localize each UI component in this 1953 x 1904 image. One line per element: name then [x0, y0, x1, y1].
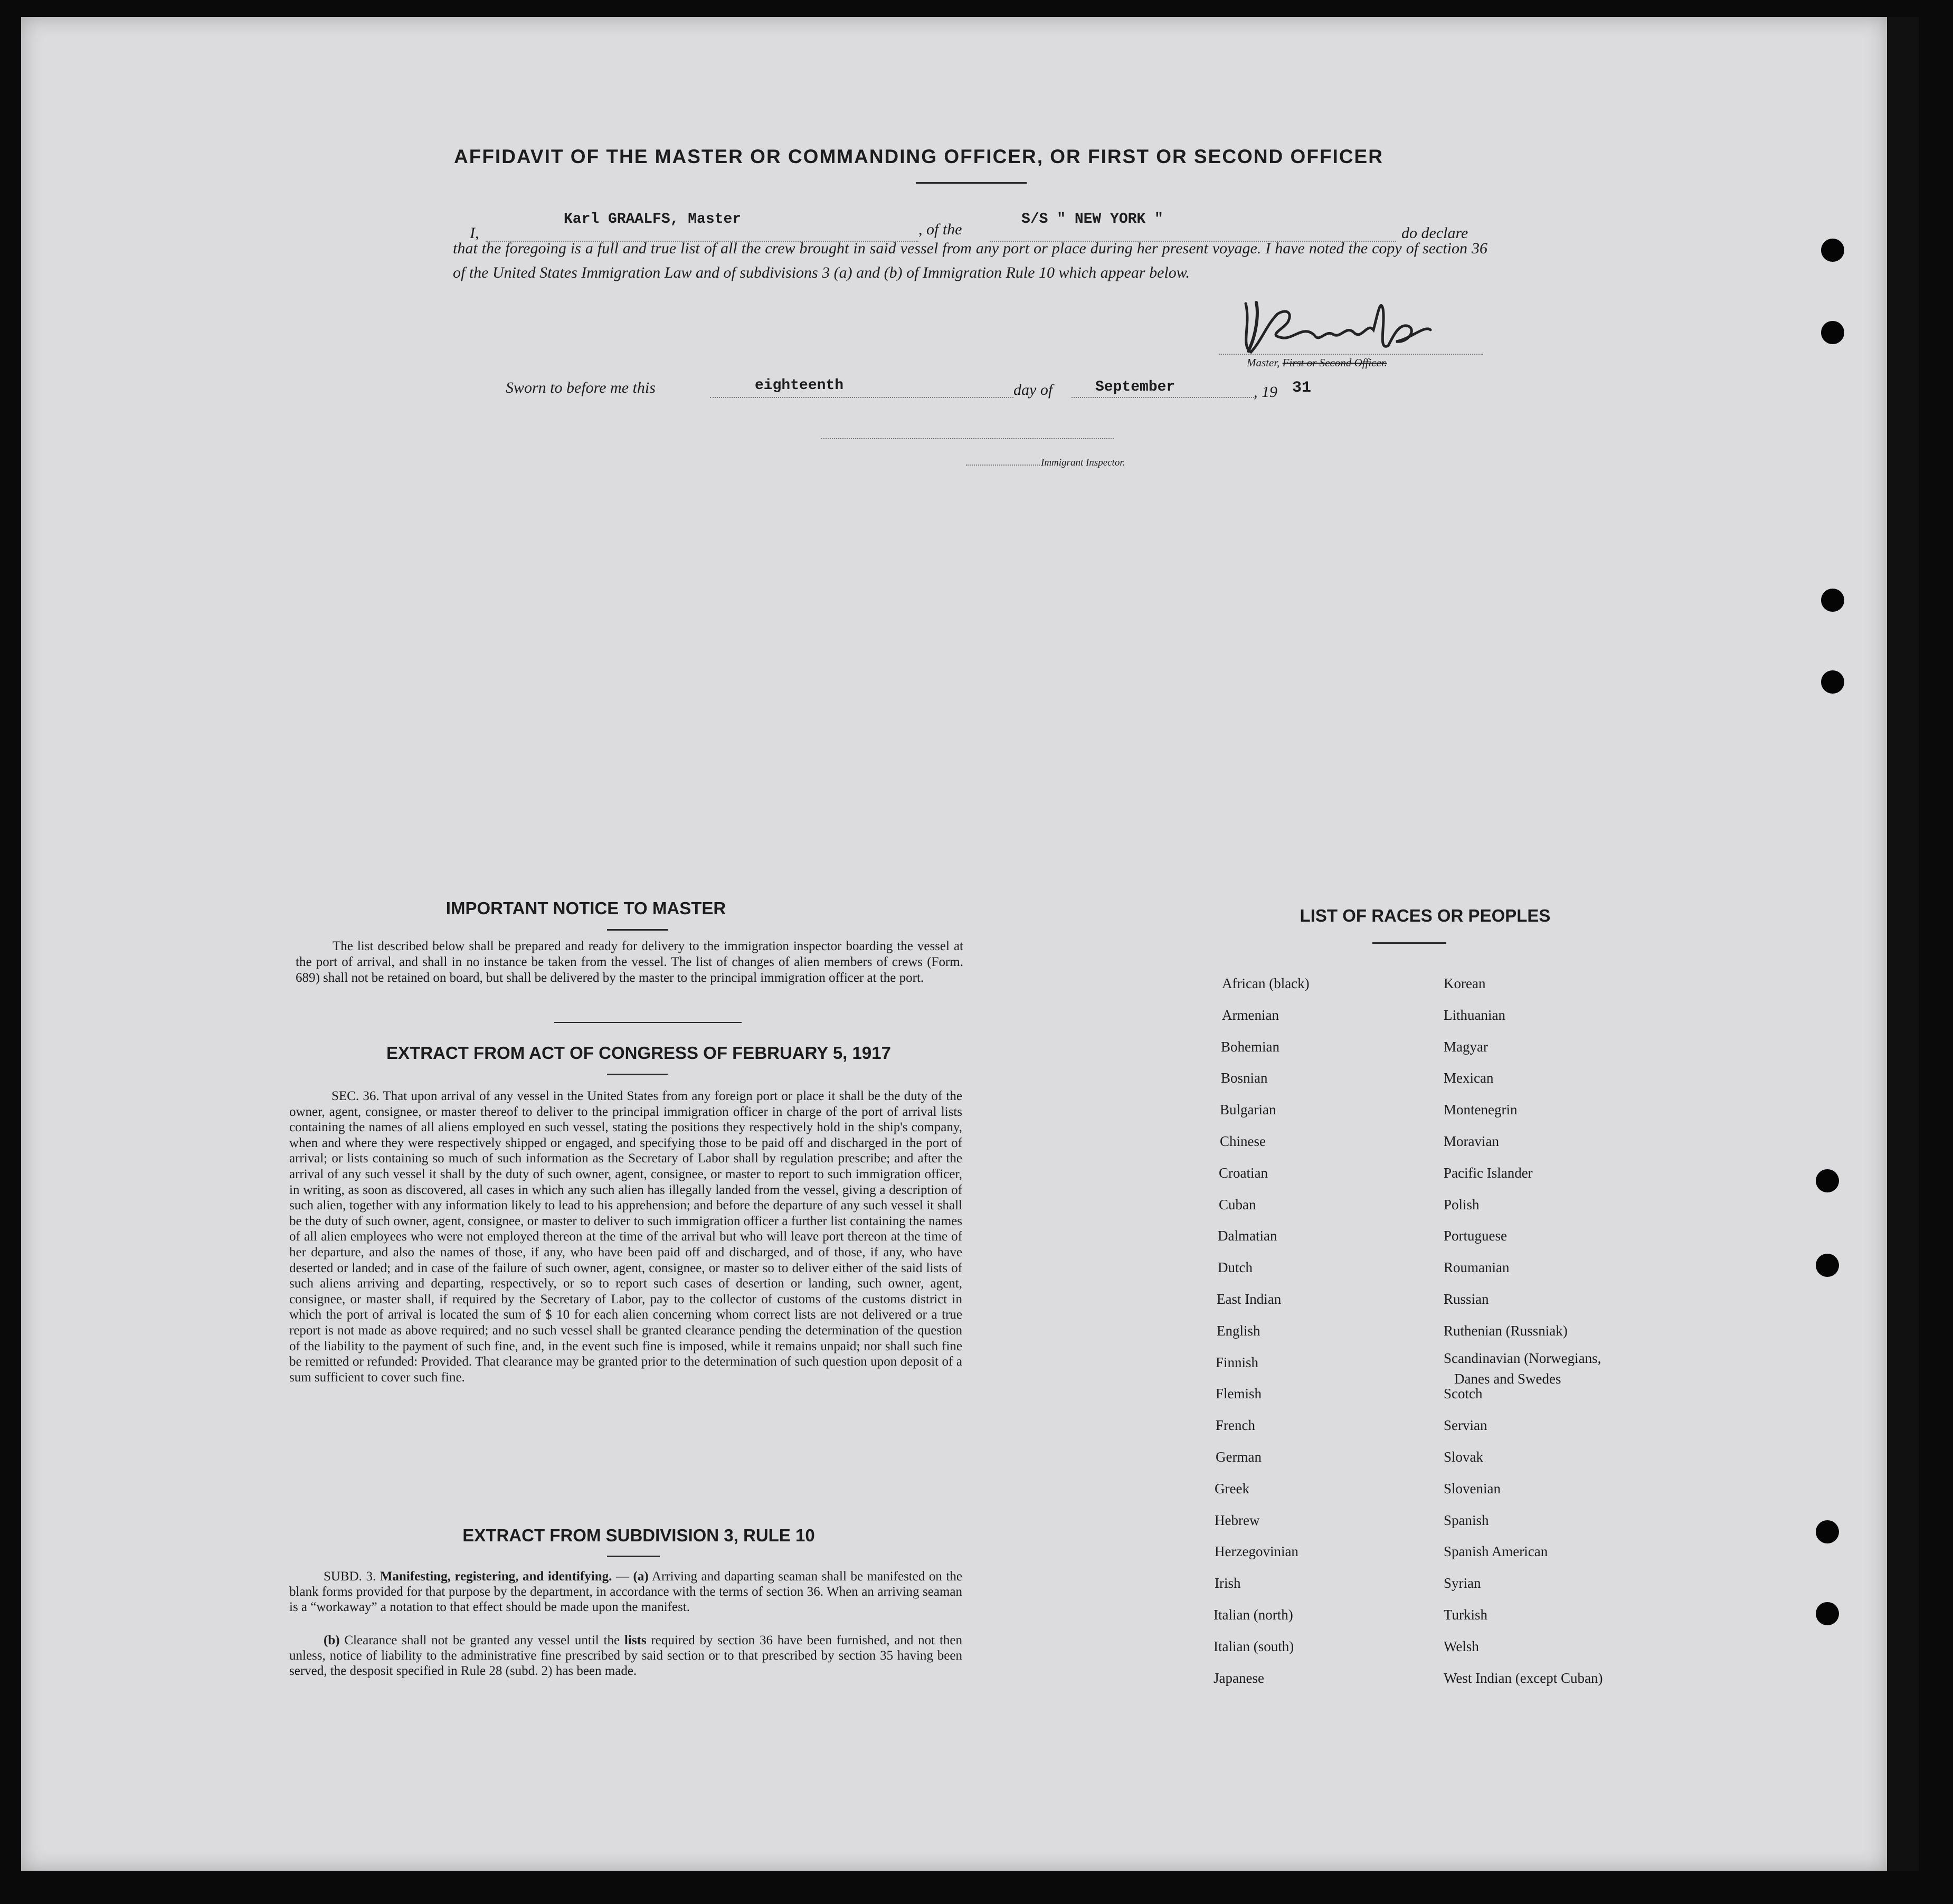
- rule-title: EXTRACT FROM SUBDIVISION 3, RULE 10: [462, 1526, 815, 1545]
- race-item: German: [1216, 1449, 1262, 1465]
- race-item: Cuban: [1219, 1197, 1256, 1213]
- punch-hole: [1816, 1254, 1839, 1277]
- subd-b-label: (b): [324, 1633, 340, 1647]
- race-item: Moravian: [1444, 1133, 1499, 1149]
- subd-a-label: (a): [633, 1569, 649, 1584]
- race-item: Mexican: [1444, 1070, 1494, 1086]
- affidavit-body: that the foregoing is a full and true list of all the crew brought in said vessel from any port or place during her present voyage. I have noted the copy of section 36 of the United States Immigration Law and of subdivisions 3 (a) and (b) of Immigration Rule 10 which appear below.: [453, 240, 1487, 281]
- race-item: Bulgarian: [1220, 1102, 1276, 1117]
- race-item: Montenegrin: [1444, 1102, 1518, 1117]
- notice-separator: [554, 1022, 742, 1023]
- day-of-label: day of: [1013, 381, 1053, 399]
- subd-b-body-2: required by section 36 have been furnished, and not then unless, notice of liability to the administrative fine prescribed by said section or to that prescribed by section 35 having been served, the desposit specified in Rule 28 (subd. 2) has been made.: [289, 1633, 962, 1678]
- race-scandinavian-continued: Danes and Swedes: [1454, 1371, 1561, 1387]
- notice-title: IMPORTANT NOTICE TO MASTER: [445, 898, 726, 918]
- punch-hole: [1821, 589, 1844, 612]
- race-item: African (black): [1222, 975, 1310, 991]
- day-line: [710, 397, 1013, 398]
- subd-b-lists: lists: [624, 1633, 647, 1647]
- notice-body: The list described below shall be prepared and ready for delivery to the immigration inspector boarding the vessel at the port of arrival, and shall in no instance be taken from the vessel. The list of changes of alien members of crews (Form. 689) shall not be retained on board, but shall be delivered by the master to the principal immigration officer at the port.: [296, 939, 963, 985]
- inspector-label-line: [966, 465, 1040, 466]
- punch-hole: [1816, 1520, 1839, 1543]
- of-the-label: , of the: [918, 221, 962, 238]
- race-item: Croatian: [1219, 1165, 1268, 1181]
- race-item: Spanish: [1444, 1512, 1489, 1528]
- race-item: Ruthenian (Russniak): [1444, 1323, 1568, 1339]
- rule-title-rule: [607, 1556, 660, 1557]
- race-item: English: [1217, 1323, 1260, 1339]
- race-item: French: [1216, 1417, 1255, 1433]
- race-item: Spanish American: [1444, 1543, 1548, 1559]
- race-item: Scandinavian (Norwegians,: [1444, 1350, 1601, 1366]
- i-label: I,: [470, 224, 479, 242]
- race-item: Portuguese: [1444, 1228, 1507, 1244]
- race-item: Slovenian: [1444, 1481, 1501, 1496]
- subd-b-body-1: Clearance shall not be granted any vessel until the: [339, 1633, 624, 1647]
- race-item: Magyar: [1444, 1039, 1488, 1055]
- race-item: Herzegovinian: [1215, 1543, 1298, 1559]
- month-line: [1072, 397, 1256, 398]
- subd-prefix: SUBD. 3.: [324, 1569, 376, 1584]
- master-signature: [1235, 293, 1457, 367]
- title-rule: [916, 182, 1027, 184]
- year-value: 31: [1292, 379, 1312, 397]
- race-item: Polish: [1444, 1197, 1480, 1213]
- race-item: Italian (north): [1213, 1607, 1293, 1623]
- vessel-name: S/S " NEW YORK ": [1021, 211, 1163, 228]
- act-title: EXTRACT FROM ACT OF CONGRESS OF FEBRUARY 5, 1917: [386, 1043, 891, 1063]
- rule-subd-b: [289, 1633, 962, 1679]
- day-value: eighteenth: [755, 377, 844, 394]
- race-item: Chinese: [1220, 1133, 1266, 1149]
- race-item: Bohemian: [1221, 1039, 1279, 1055]
- race-item: Syrian: [1444, 1575, 1481, 1591]
- race-item: Korean: [1444, 975, 1486, 991]
- master-name: Karl GRAALFS, Master: [564, 211, 742, 228]
- race-item: Hebrew: [1215, 1512, 1260, 1528]
- subd-a-body: Arriving and daparting seaman shall be manifested on the blank forms provided for that purpose by the department, in accordance with the terms of section 36. When an arriving seaman is a “workaway” a notation to that effect should be made upon the manifest.: [289, 1569, 962, 1614]
- signer-master-label: Master,: [1247, 356, 1280, 369]
- race-item: East Indian: [1217, 1291, 1282, 1307]
- punch-hole: [1821, 670, 1844, 694]
- page-edge: [1887, 17, 1919, 1871]
- race-item: Bosnian: [1221, 1070, 1268, 1086]
- punch-hole: [1816, 1602, 1839, 1625]
- month-value: September: [1095, 379, 1175, 395]
- race-item: Dalmatian: [1218, 1228, 1277, 1244]
- race-item: Armenian: [1222, 1007, 1279, 1023]
- inspector-signature-line: [821, 438, 1114, 439]
- notice-rule: [607, 929, 668, 931]
- sworn-label: Sworn to before me this: [506, 379, 656, 396]
- race-item: Pacific Islander: [1444, 1165, 1533, 1181]
- races-title: LIST OF RACES OR PEOPLES: [1300, 906, 1551, 925]
- signer-struck-label: First or Second Officer.: [1282, 356, 1387, 369]
- race-item: Slovak: [1444, 1449, 1484, 1465]
- affidavit-title: AFFIDAVIT OF THE MASTER OR COMMANDING OFFICER, OR FIRST OR SECOND OFFICER: [454, 146, 1383, 167]
- punch-hole: [1821, 321, 1844, 344]
- race-item: Finnish: [1216, 1354, 1259, 1370]
- inspector-label: Immigrant Inspector.: [1041, 457, 1125, 468]
- punch-hole: [1816, 1169, 1839, 1192]
- race-item: Lithuanian: [1444, 1007, 1505, 1023]
- race-item: Greek: [1215, 1481, 1249, 1496]
- race-item: Japanese: [1213, 1670, 1264, 1686]
- act-body: SEC. 36. That upon arrival of any vessel in the United States from any foreign port or place it shall be the duty of the owner, agent, consignee, or master thereof to deliver to the principal immigration officer in charge of the port of arrival lists containing the names of all aliens employed en such vessel, stating the positions they respectively hold in the ship's company, when and where they were respectively shipped or engaged, and specifying those to be paid off and discharged in the port of arrival; or lists containing so much of such information as the Secretary of Labor shall by regulation prescribe; and after the arrival of any such vessel it shall by the duty of such owner, agent, consignee, or master to report to such immigration officer, in writing, as soon as discovered, all cases in which any such alien has illegally landed from the vessel, giving a description of such alien, together with any information likely to lead to his apprehension; and before the departure of any such vessel it shall be the duty of such owner, agent, consignee, or master to deliver to such immigration officer a further list containing the names of all alien employees who were not employed thereon at the time of the arrival but who will leave port thereon at the time of her departure, and also the names of those, if any, who have been paid off and discharged, and of those, if any, who have deserted or landed; and in case of the failure of such owner, agent, consignee, or master so to deliver either of the said lists of such aliens arriving and departing, respectively, or so to report such cases of desertion or landing, such owner, agent, consignee, or master shall, if required by the Secretary of Labor, pay to the collector of customs of the customs district in which the port of arrival is located the sum of $ 10 for each alien concerning whom correct lists are not delivered or a true report is not made as above required; and no such vessel shall be granted clearance pending the determination of the question of the liability to the payment of such fine, and, in the event such fine is imposed, while it remains unpaid; nor shall such fine be remitted or refunded: Provided. That clearance may be granted prior to the determination of such question upon deposit of a sum sufficient to cover such fine.: [289, 1089, 962, 1385]
- subd-heading: Manifesting, registering, and identifying.: [380, 1569, 612, 1584]
- signer-title: [1247, 356, 1387, 370]
- race-item: West Indian (except Cuban): [1444, 1670, 1603, 1686]
- race-item: Russian: [1444, 1291, 1489, 1307]
- year-prefix: , 19: [1254, 383, 1277, 401]
- race-item: Welsh: [1444, 1638, 1479, 1654]
- race-item: Roumanian: [1444, 1259, 1510, 1275]
- race-item: Turkish: [1444, 1607, 1488, 1623]
- race-item: Flemish: [1216, 1386, 1262, 1401]
- race-item: Dutch: [1218, 1259, 1253, 1275]
- races-rule: [1372, 942, 1446, 944]
- punch-hole: [1821, 239, 1844, 262]
- act-rule: [607, 1074, 668, 1075]
- race-item: Scotch: [1444, 1386, 1483, 1401]
- race-item: Italian (south): [1213, 1638, 1294, 1654]
- race-item: Servian: [1444, 1417, 1487, 1433]
- rule-subd-a: [289, 1569, 962, 1615]
- subd-dash: —: [612, 1569, 633, 1584]
- signature-line: [1219, 354, 1483, 355]
- do-declare-label: do declare: [1401, 224, 1468, 242]
- race-item: Irish: [1215, 1575, 1241, 1591]
